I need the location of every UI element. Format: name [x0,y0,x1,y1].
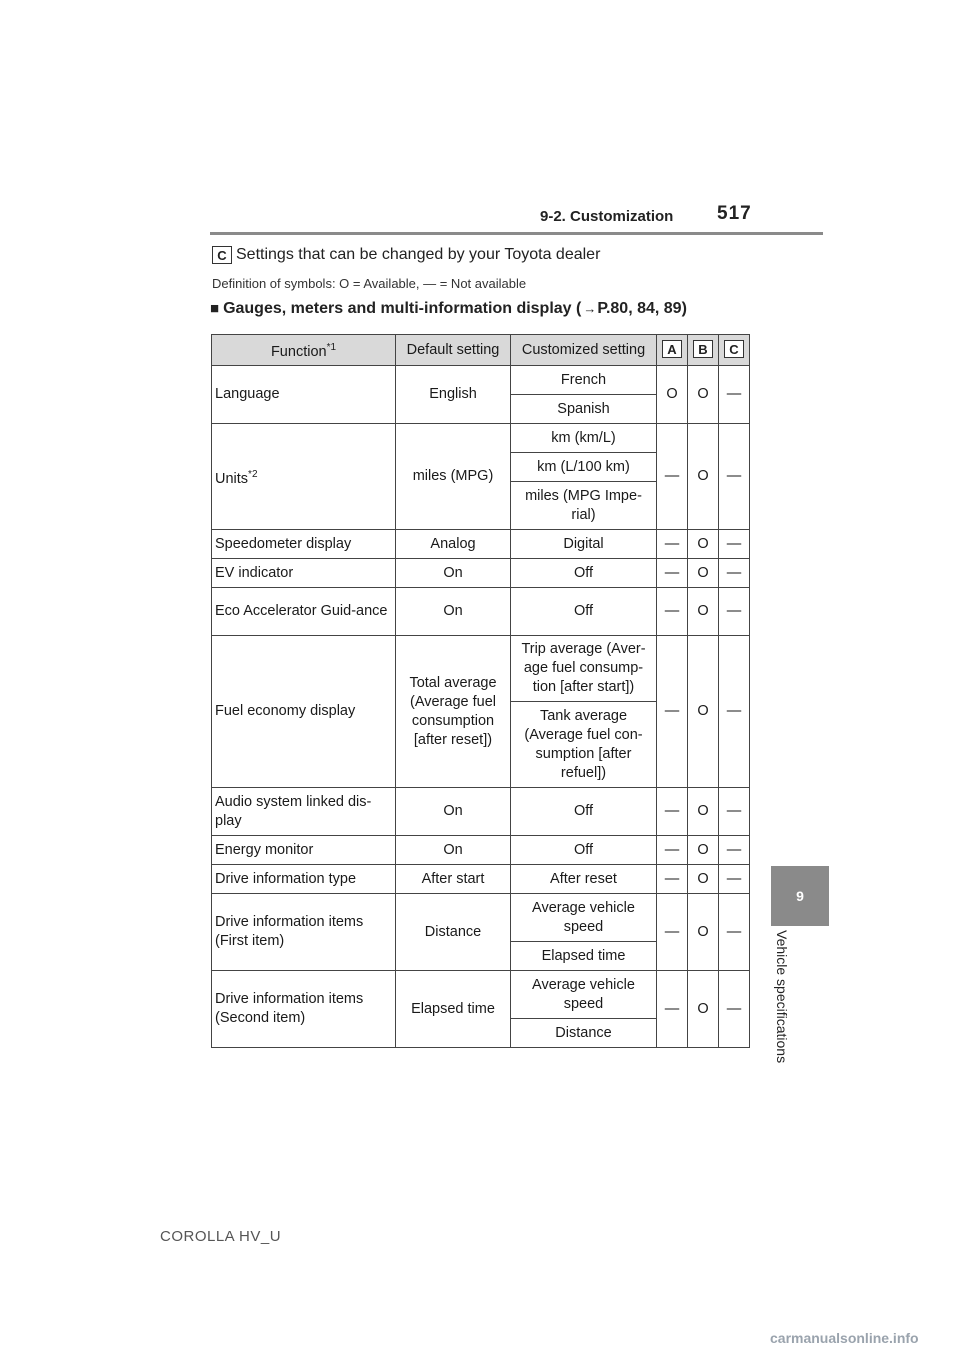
table-row [212,971,750,1019]
table-row [212,424,750,453]
header-divider [210,232,823,235]
table-row [212,559,750,588]
letter-c-badge: C [724,340,744,358]
table-header-row [212,335,750,366]
cell-a: O [657,366,688,424]
cell-c: — [719,636,750,788]
page-reference-link[interactable]: P.80, 84, 89) [597,300,687,317]
square-bullet-icon: ■ [210,300,220,317]
table-row [212,530,750,559]
header-customized-setting: Customized setting [511,335,657,366]
cell-c: — [719,530,750,559]
section-title: 9-2. Customization [540,208,674,225]
cell-function: EV indicator [212,559,396,588]
cell-c: — [719,865,750,894]
intro-line [212,246,600,264]
cell-option: km (L/100 km) [511,453,657,482]
customization-table [211,334,750,1048]
footer-model: COROLLA HV_U [160,1228,282,1245]
cell-a: — [657,865,688,894]
cell-default: Elapsed time [396,971,511,1048]
cell-a: — [657,971,688,1048]
cell-b: O [688,836,719,865]
cell-a: — [657,588,688,636]
cell-default: Analog [396,530,511,559]
cell-a: — [657,894,688,971]
cell-a: — [657,636,688,788]
cell-function: Units$^{*2}$ [212,424,396,530]
cell-function: Fuel economy display [212,636,396,788]
cell-a: — [657,424,688,530]
cell-function: Language [212,366,396,424]
cell-b: O [688,636,719,788]
cell-function: Speedometer display [212,530,396,559]
cell-c: — [719,424,750,530]
cell-c: — [719,588,750,636]
header-col-c [719,335,750,366]
cell-option: km (km/L) [511,424,657,453]
cell-option: French [511,366,657,395]
cell-function: Eco Accelerator Guid-ance [212,588,396,636]
cell-a: — [657,836,688,865]
cell-b: O [688,894,719,971]
chapter-label: Vehicle specifications [774,930,790,1064]
section-heading-text: Gauges, meters and multi-information display ( [223,300,582,317]
letter-c-badge: C [212,246,232,264]
cell-option: Off [511,559,657,588]
cell-a: — [657,788,688,836]
cell-option: Spanish [511,395,657,424]
section-heading [210,300,687,318]
cell-b: O [688,424,719,530]
table-row [212,588,750,636]
cell-function: Drive information type [212,865,396,894]
cell-c: — [719,559,750,588]
chapter-tab[interactable]: 9 [771,866,829,926]
cell-c: — [719,366,750,424]
header-function: Function$^{*1}$ [212,335,396,366]
cell-default: On [396,588,511,636]
header-default-setting: Default setting [396,335,511,366]
cell-default: On [396,788,511,836]
letter-b-badge: B [693,340,713,358]
table-row [212,836,750,865]
cell-b: O [688,788,719,836]
arrow-right-icon: → [583,301,597,316]
cell-c: — [719,836,750,865]
cell-function: Drive information items (Second item) [212,971,396,1048]
cell-c: — [719,788,750,836]
cell-option: Distance [511,1019,657,1048]
cell-function: Energy monitor [212,836,396,865]
cell-default: On [396,559,511,588]
cell-option: Off [511,836,657,865]
cell-option: Digital [511,530,657,559]
watermark: carmanualsonline.info [770,1330,919,1346]
cell-b: O [688,588,719,636]
cell-default: After start [396,865,511,894]
table-row [212,865,750,894]
cell-default: Total average (Average fuel consumption [after reset]) [396,636,511,788]
cell-option: Off [511,788,657,836]
cell-b: O [688,971,719,1048]
cell-function: Drive information items (First item) [212,894,396,971]
letter-a-badge: A [662,340,682,358]
page-number: 517 [717,203,752,224]
cell-b: O [688,366,719,424]
cell-function: Audio system linked dis-play [212,788,396,836]
cell-option: Average vehicle speed [511,971,657,1019]
cell-option: Off [511,588,657,636]
cell-c: — [719,971,750,1048]
header-col-b [688,335,719,366]
cell-default: English [396,366,511,424]
cell-b: O [688,530,719,559]
cell-option: After reset [511,865,657,894]
cell-default: On [396,836,511,865]
cell-b: O [688,559,719,588]
cell-default: Distance [396,894,511,971]
cell-a: — [657,559,688,588]
cell-option: Elapsed time [511,942,657,971]
cell-option: Trip average (Aver-age fuel consump-tion [after start]) [511,636,657,702]
cell-option: Tank average (Average fuel con-sumption [after refuel]) [511,702,657,788]
cell-option: miles (MPG Impe-rial) [511,482,657,530]
cell-b: O [688,865,719,894]
table-row [212,366,750,395]
cell-c: — [719,894,750,971]
cell-option: Average vehicle speed [511,894,657,942]
header-col-a [657,335,688,366]
symbol-definition: Definition of symbols: O = Available, — = Not available [212,276,527,291]
intro-text: Settings that can be changed by your Toyota dealer [236,246,601,263]
cell-default: miles (MPG) [396,424,511,530]
table-row [212,894,750,942]
cell-a: — [657,530,688,559]
table-row [212,788,750,836]
table-row [212,636,750,702]
